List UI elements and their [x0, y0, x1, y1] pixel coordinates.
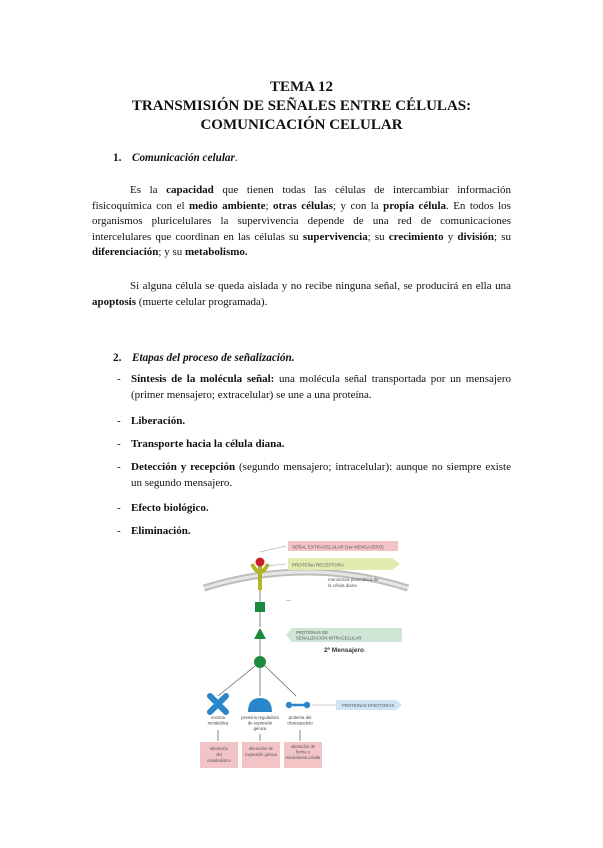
section2-number: 2. — [113, 352, 122, 364]
outcome3-label: alteración de forma o movimiento celular — [285, 744, 321, 760]
bullet-item: - Transporte hacia la célula diana. — [117, 438, 285, 450]
membrane-label: membrana plasmática de la célula diana — [328, 577, 379, 588]
effectors-label: PROTEÍNAS EFECTORAS — [342, 703, 395, 708]
second-messenger-label: 2º Mensajero — [324, 647, 364, 654]
relay-circle — [254, 656, 266, 668]
bullet-item: - Liberación. — [117, 415, 186, 427]
gene-regulator-icon — [248, 698, 272, 712]
section1-paragraph1-text: Es la capacidad que tienen todas las células de intercambiar información fisicoquímica con el medio ambiente; otras células; y con la propia célula. En todos los organismos pluricelulares la supervivencia depende de una red de comunicaciones intercelulares que coordinan en las células su supervivencia; su crecimiento y división; su diferenciación; y su metabolismo. — [92, 184, 511, 258]
section1-number: 1. — [113, 152, 122, 164]
svg-text:—: — — [286, 598, 291, 604]
cytoskeleton-icon — [286, 702, 310, 708]
enzyme-icon — [210, 696, 226, 712]
signal-label: SEÑAL EXTRACELULAR (1er MENSAJERO) — [292, 544, 384, 550]
section1-title-end: . — [234, 152, 238, 164]
section2-title: Etapas del proceso de señalización. — [132, 352, 295, 364]
bullet-item: - Detección y recepción (segundo mensajero; intracelular): aunque no siempre existe un segundo mensajero. — [117, 461, 511, 489]
effector3-label: proteína del citoesqueleto — [287, 715, 313, 726]
bullet-item: - Eliminación. — [117, 525, 191, 537]
section1-paragraph2-text: Si alguna célula se queda aislada y no recibe ninguna señal, se producirá en ella una apoptosis (muerte celular programada). — [92, 280, 511, 308]
outcome2-label: alteración de expresión génica — [245, 746, 277, 757]
relay-square — [255, 602, 265, 612]
receptor-label: PROTEÍNA RECEPTORA — [292, 562, 344, 568]
section2-heading — [113, 352, 295, 364]
doc-title-line3: COMUNICACIÓN CELULAR — [200, 117, 403, 133]
bullet-item: - Síntesis de la molécula señal: una molécula señal transportada por un mensajero (primer mensajero; extracelular) se une a una proteína. — [117, 373, 511, 401]
effector1-label: enzima metabólica — [207, 715, 229, 726]
svg-text:PROTEÍNAS DESEÑALIZACIÓN INTRA: PROTEÍNAS DE SEÑALIZACIÓN INTRACELULAR — [296, 630, 362, 641]
signal-molecule — [256, 558, 265, 567]
section1-paragraph1 — [92, 183, 511, 261]
doc-title-line1: TEMA 12 — [270, 79, 333, 95]
bullet-item: - Efecto biológico. — [117, 502, 209, 514]
outcome1-label: alteración del metabolismo — [207, 746, 231, 763]
section1-title: Comunicación celular — [132, 152, 235, 164]
doc-title-line2: TRANSMISIÓN DE SEÑALES ENTRE CÉLULAS: — [131, 98, 472, 114]
relay-triangle — [254, 628, 266, 639]
effector2-label: proteína reguladora de expresión génica — [241, 715, 279, 731]
section1-paragraph2 — [92, 279, 511, 310]
section1-heading — [113, 152, 238, 164]
signaling-diagram — [196, 538, 416, 773]
